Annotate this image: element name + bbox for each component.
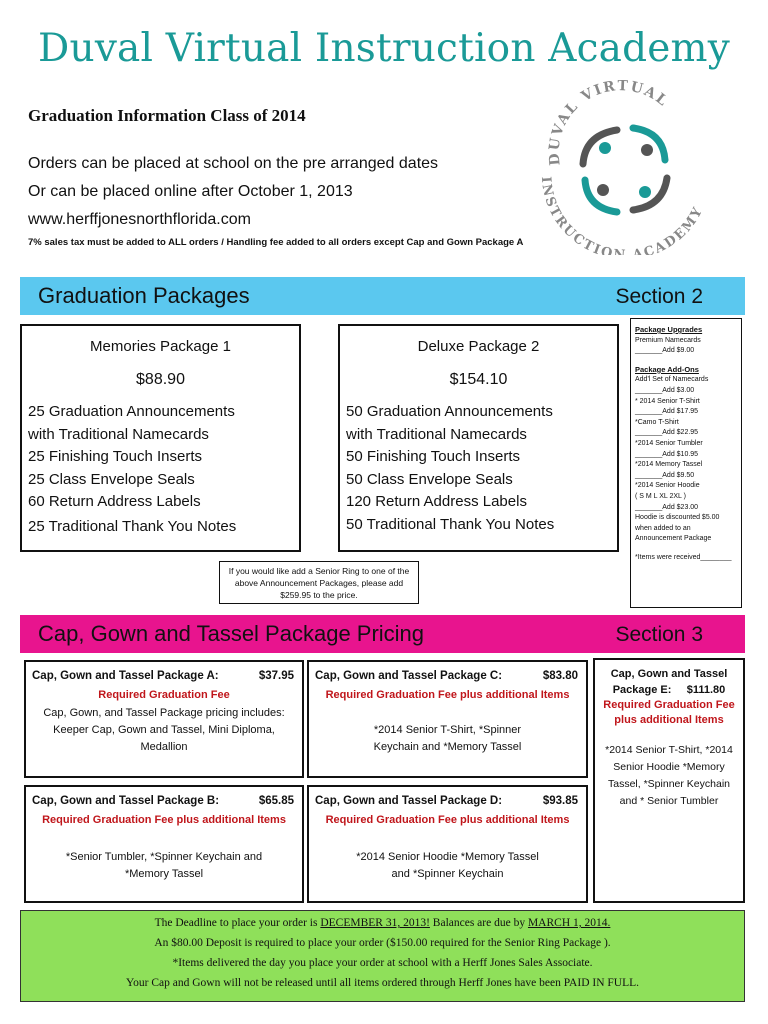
balance-date: MARCH 1, 2014. [527,917,611,929]
list-item: 50 Graduation Announcements [346,403,553,420]
cap-gown-package-d [307,785,588,903]
website-url: www.herffjonesnorthflorida.com [28,211,251,228]
package-description: *2014 Senior T-Shirt, *Spinner Keychain and *Memory Tassel [373,724,522,753]
addon-line: _______Add $3.00 [635,386,695,394]
package-description: *Senior Tumbler, *Spinner Keychain and *Memory Tassel [65,851,263,880]
required-fee: Required Graduation Fee plus additional Items [325,814,570,826]
package-price: $154.10 [449,371,508,388]
deadline-line: The Deadline to place your order is DECEMBER 31, 2013! Balances are due by MARCH 1, 2014. [154,917,611,929]
cap-gown-package-b [24,785,304,903]
section-3-number: Section 3 [615,623,703,646]
section-3-banner [20,615,745,653]
required-fee: Required Graduation Fee [98,689,230,701]
package-title: Deluxe Package 2 [417,338,540,355]
academy-logo [530,80,720,255]
package-price: $93.85 [542,795,578,807]
tax-note: 7% sales tax must be added to ALL orders / Handling fee added to all orders except Cap and Gown Package A [28,237,524,248]
upgrades-addons-box [630,318,742,608]
package-name: Cap, Gown and Tassel [610,668,728,680]
svg-text:INSTRUCTION ACADEMY: INSTRUCTIO ACADEMY [537,176,707,255]
package-title: Memories Package 1 [90,338,231,355]
package-price: $37.95 [258,670,294,682]
list-item: 25 Class Envelope Seals [28,470,195,488]
list-item: with Traditional Namecards [346,425,527,443]
addon-line: *Items were received________ [635,553,732,561]
package-name: Cap, Gown and Tassel Package C: [315,670,503,682]
deposit-line: An $80.00 Deposit is required to place your order ($150.00 required for the Senior Ring Package ). [154,937,611,949]
delivery-line: *Items delivered the day you place your order at school with a Herff Jones Sales Associate. [172,957,593,969]
addon-line: * 2014 Senior T-Shirt [635,397,700,405]
section-2-title: Graduation Packages [38,283,250,308]
addon-line: _______Add $23.00 [635,503,699,511]
list-item: 25 Traditional Thank You Notes [28,517,237,535]
package-header [32,795,294,807]
svg-text:DUVAL VIRTUAL: DUVAL VIRTUAL [546,80,672,167]
package-name: Cap, Gown and Tassel Package D: [315,795,503,807]
addon-line: _______Add $9.50 [635,471,695,479]
package-name-line-2: Package E: $111.80 [612,684,726,696]
package-name: Cap, Gown and Tassel Package A: [32,670,219,682]
memories-package-1 [20,324,301,552]
addon-line: _______Add $9.00 [635,347,695,355]
package-description: *2014 Senior Hoodie *Memory Tassel and *Spinner Keychain [356,851,539,880]
package-price: $83.80 [542,670,578,682]
package-price: $65.85 [258,795,294,807]
package-header [599,666,739,698]
upgrades-heading: Package Upgrades [635,325,703,334]
addon-line: *Camo T-Shirt [635,418,679,426]
package-name: Cap, Gown and Tassel Package B: [32,795,220,807]
deadline-footer [20,910,745,1002]
addon-line: Hoodie is discounted $5.00 when added to an Announcement Package [635,514,720,543]
required-fee: Required Graduation Fee plus additional Items [603,699,735,726]
addon-line: *2014 Senior Hoodie [635,482,700,490]
list-item: 25 Finishing Touch Inserts [28,448,202,465]
addon-line: *2014 Senior Tumbler [635,439,703,447]
list-item: 50 Class Envelope Seals [346,470,513,488]
section-2-number: Section 2 [615,285,703,308]
deadline-date: DECEMBER 31, 2013! [320,917,430,929]
cap-gown-package-c [307,660,588,778]
list-item: 60 Return Address Labels [28,493,201,510]
list-item: 50 Traditional Thank You Notes [346,515,555,533]
cap-gown-package-e [593,658,745,903]
list-item: 50 Finishing Touch Inserts [346,448,520,465]
package-items [346,401,554,536]
package-header [32,670,294,682]
package-description: *2014 Senior T-Shirt, *2014 Senior Hoodie *Memory Tassel, *Spinner Keychain and * Senior Tumbler [605,744,733,807]
addon-line: ( S M L XL 2XL ) [635,492,686,500]
addon-line: Premium Namecards [635,336,701,344]
required-fee: Required Graduation Fee plus additional Items [42,814,286,826]
cap-gown-package-a [24,660,304,778]
addons-heading: Package Add-Ons [635,364,699,374]
section-2-banner [20,277,745,315]
info-line-1: Orders can be placed at school on the pre arranged dates [28,155,439,172]
list-item: with Traditional Namecards [28,425,209,443]
addon-line: Add'l Set of Namecards [635,376,709,384]
addon-line: _______Add $10.95 [635,450,699,458]
info-line-2: Or can be placed online after October 1, 2013 [28,183,353,200]
addon-line: _______Add $17.95 [635,408,699,416]
page-title: Duval Virtual Instruction Academy [38,26,730,71]
package-header [315,670,578,682]
package-price: $111.80 [686,684,726,696]
list-item: 120 Return Address Labels [346,493,527,510]
section-3-title: Cap, Gown and Tassel Package Pricing [38,621,425,646]
graduation-subtitle: Graduation Information Class of 2014 [28,106,306,125]
package-header [315,795,578,807]
deluxe-package-2 [338,324,619,552]
required-fee: Required Graduation Fee plus additional Items [325,689,570,701]
package-price: $88.90 [136,371,185,388]
addon-line: _______Add $22.95 [635,429,699,437]
addon-line: *2014 Memory Tassel [635,461,703,469]
release-line: Your Cap and Gown will not be released until all items ordered through Herff Jones have been PAID IN FULL. [125,977,640,989]
list-item: 25 Graduation Announcements [28,403,235,420]
senior-ring-note: If you would like add a Senior Ring to one of the above Announcement Packages, please add $259.95 to the price. [219,561,419,604]
package-description: Cap, Gown, and Tassel Package pricing includes: Keeper Cap, Gown and Tassel, Mini Diploma, Medallion [43,707,285,753]
package-items [28,401,236,538]
